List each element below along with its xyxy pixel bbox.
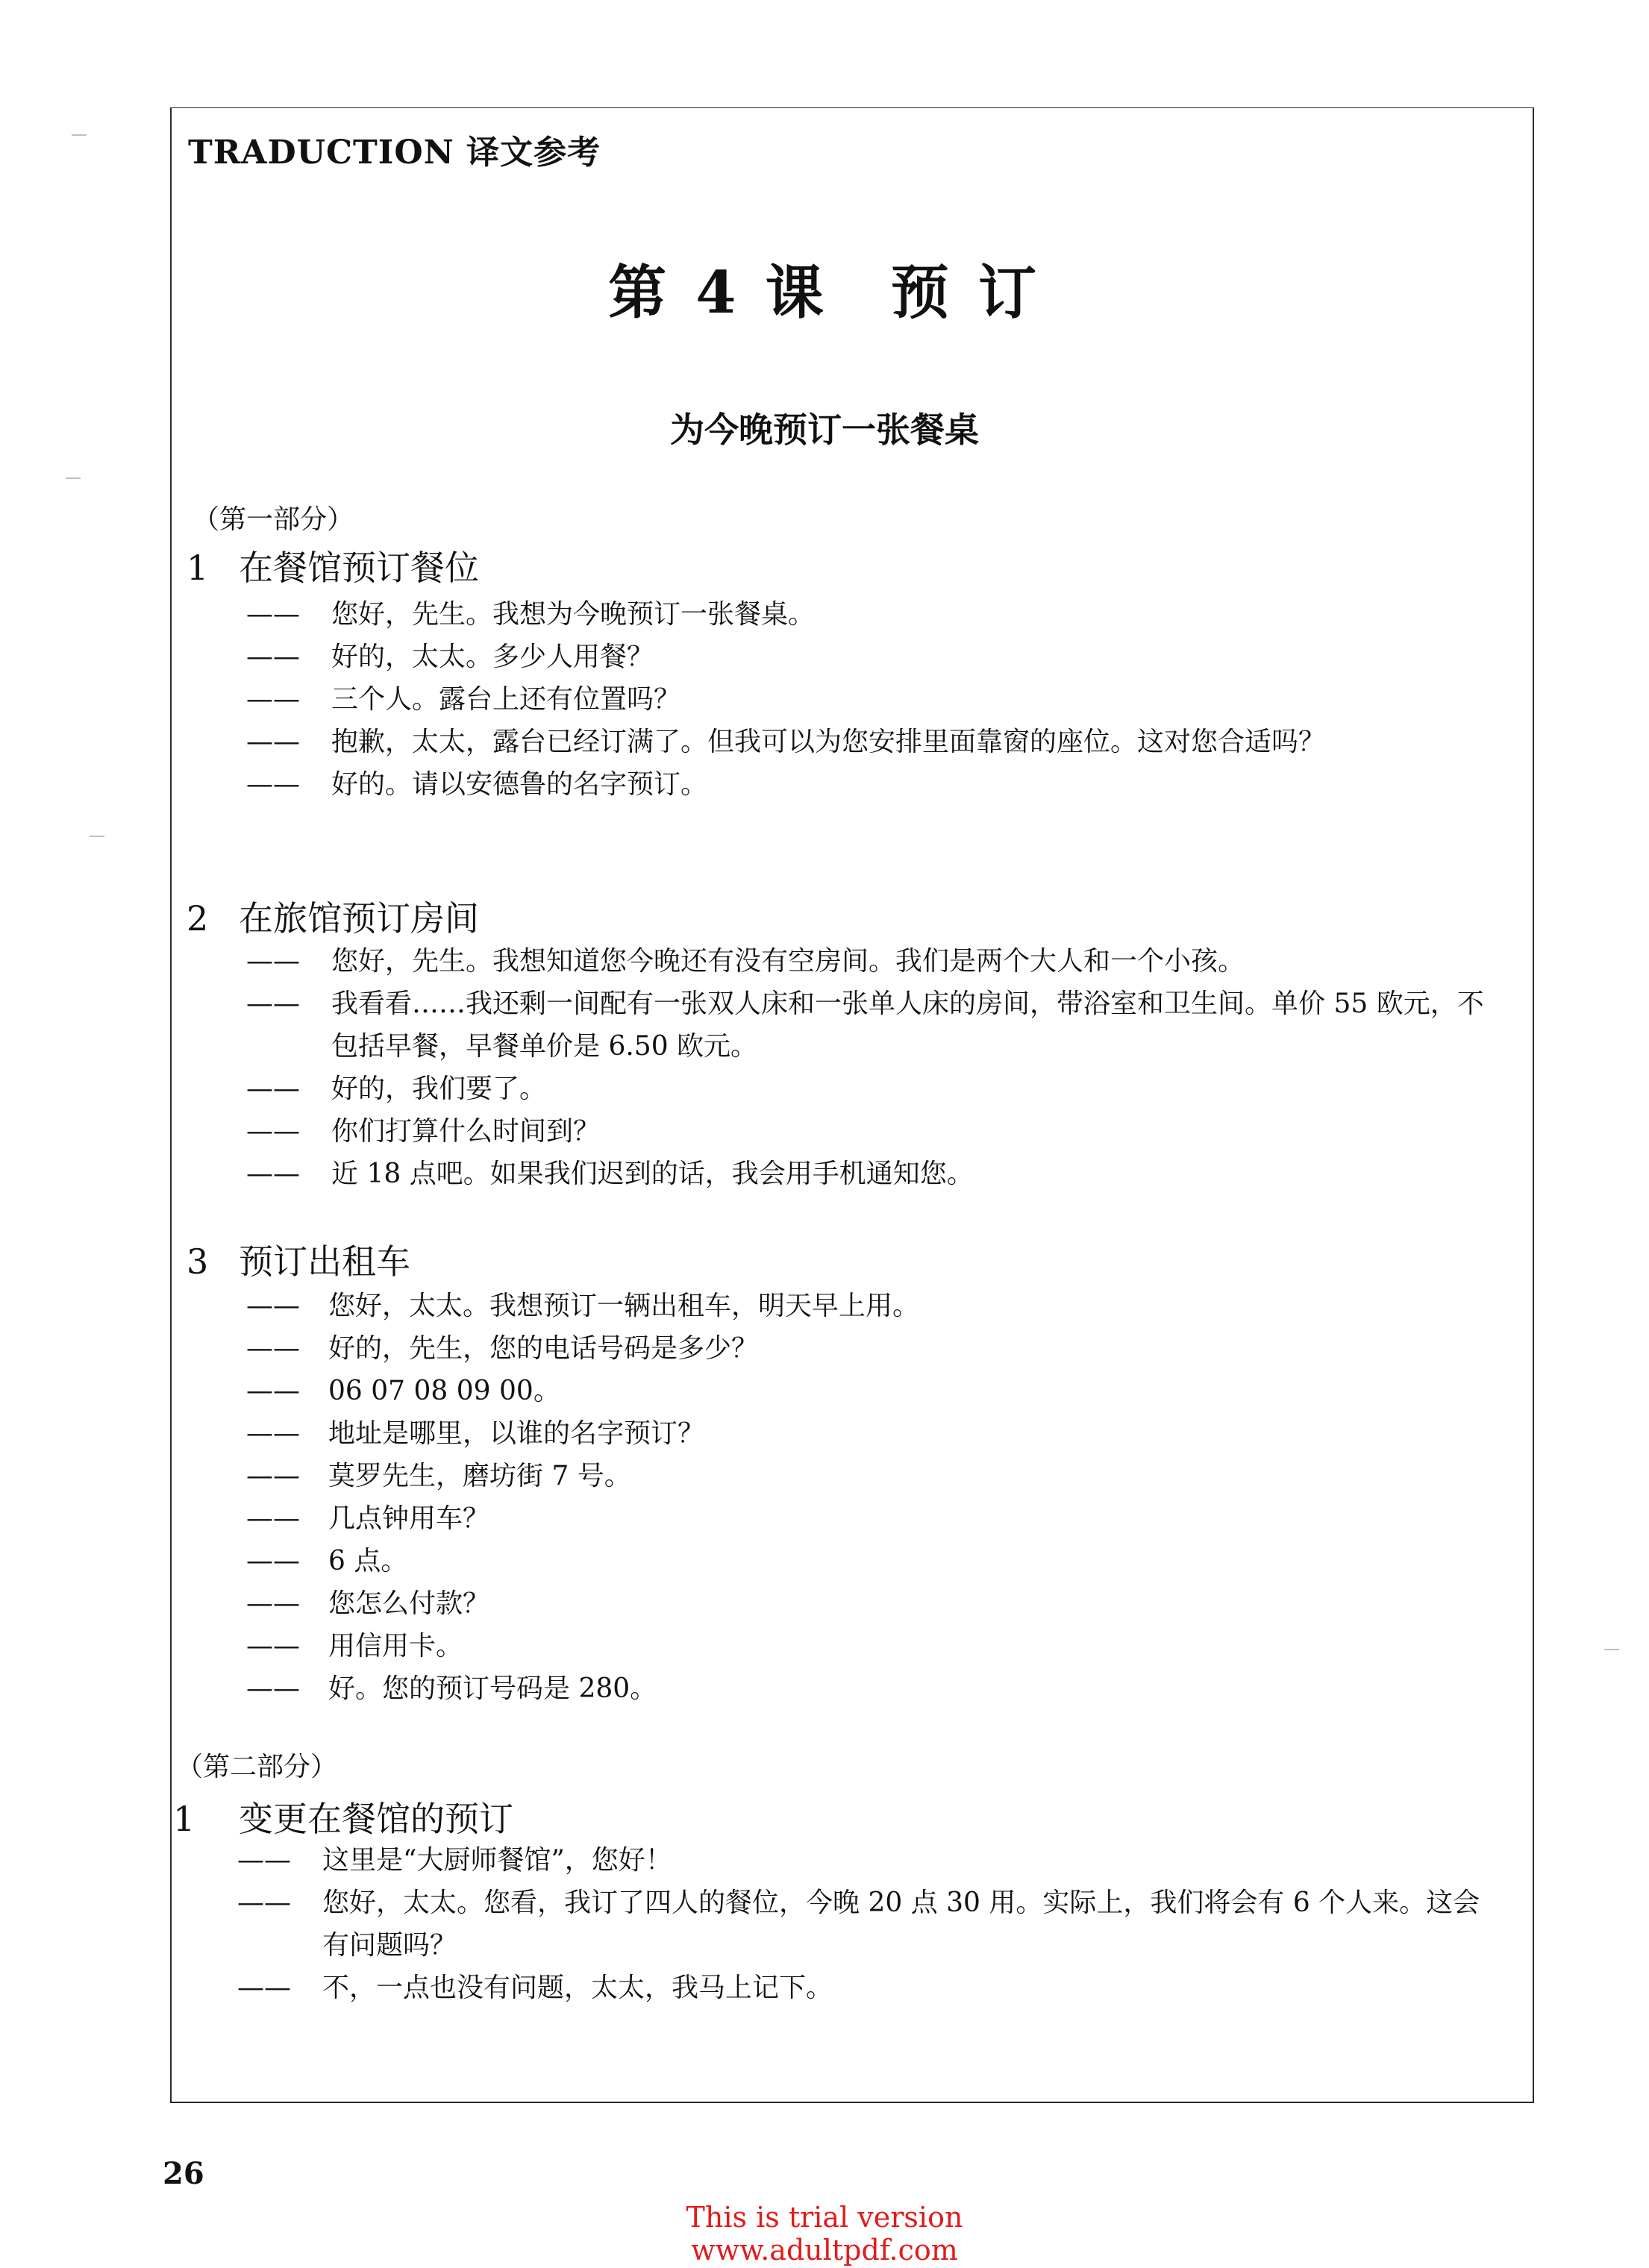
dialogue-text: 您好，太太。我想预订一辆出租车，明天早上用。 [328, 1291, 920, 1321]
dialogue-line [246, 1497, 1507, 1540]
dialogue-line [246, 940, 1507, 983]
dialogue-text: 好的，太太。多少人用餐？ [331, 642, 654, 672]
dialogue-line [246, 636, 1507, 678]
part-label: （第一部分） [193, 504, 354, 535]
dialogue-line [246, 1370, 1507, 1412]
dialogue-dash: —— [246, 1159, 300, 1189]
dialogue-text: 好的。请以安德鲁的名字预订。 [331, 769, 708, 800]
dialogue-dash: —— [246, 946, 300, 977]
dialogue-dash: —— [246, 1074, 300, 1104]
dialogue-text: 您好，先生。我想为今晚预订一张餐桌。 [331, 599, 816, 630]
dialogue-text: 6 点。 [328, 1546, 408, 1576]
dialogue-dash: —— [246, 1503, 300, 1534]
dialogue-text: 不，一点也没有问题，太太，我马上记下。 [322, 1973, 833, 2003]
section-title [187, 541, 479, 590]
dialogue-line [246, 1110, 1507, 1153]
section-number: 2 [187, 898, 209, 939]
dialogue-line [237, 1839, 1498, 1882]
dialogue-text: 地址是哪里，以谁的名字预订？ [328, 1418, 705, 1449]
section-title [187, 892, 479, 941]
dialogue-line [246, 1153, 1507, 1195]
watermark-url[interactable]: www.adultpdf.com [691, 2234, 958, 2267]
dialogue-line [246, 1582, 1507, 1625]
dialogue-line [246, 678, 1507, 721]
dialogue-dash: —— [246, 1291, 300, 1321]
section-heading: 在旅馆预订房间 [239, 898, 479, 939]
watermark-line: This is trial version [686, 2201, 963, 2234]
dialogue-dash: —— [246, 1418, 300, 1449]
dialogue-dash: —— [246, 1116, 300, 1147]
dialogue-line [246, 593, 1507, 636]
dialogue-line [246, 1285, 1507, 1327]
dialogue-dash: —— [246, 1673, 300, 1704]
section-title [173, 1792, 513, 1841]
dialogue-text: 好的，我们要了。 [331, 1074, 547, 1104]
dialogue-dash: —— [246, 1376, 300, 1406]
dialogue-block [246, 1285, 1507, 1710]
scan-speckle [66, 477, 81, 479]
dialogue-dash: —— [237, 1888, 291, 1918]
dialogue-line [246, 983, 1507, 1068]
dialogue-text: 这里是“大厨师餐馆”，您好！ [322, 1845, 672, 1876]
section-number: 1 [173, 1799, 195, 1839]
dialogue-line [246, 1068, 1507, 1110]
dialogue-text: 06 07 08 09 00。 [328, 1376, 560, 1406]
dialogue-text: 您怎么付款？ [328, 1588, 490, 1619]
dialogue-text: 你们打算什么时间到？ [331, 1116, 601, 1147]
section-heading: 变更在餐馆的预订 [239, 1799, 513, 1839]
dialogue-dash: —— [246, 1461, 300, 1491]
dialogue-line [246, 763, 1507, 806]
running-header: TRADUCTION 译文参考 [188, 134, 601, 172]
scan-speckle [90, 836, 104, 837]
dialogue-dash: —— [246, 727, 300, 757]
scan-speckle [72, 134, 87, 136]
dialogue-text: 您好，太太。您看，我订了四人的餐位，今晚 20 点 30 用。实际上，我们将会有 6 个人来。这会有问题吗？ [322, 1888, 1480, 1961]
dialogue-text: 好。您的预订号码是 280。 [328, 1673, 657, 1704]
dialogue-dash: —— [246, 1546, 300, 1576]
dialogue-text: 您好，先生。我想知道您今晚还有没有空房间。我们是两个大人和一个小孩。 [331, 946, 1245, 977]
dialogue-line [246, 1327, 1507, 1370]
dialogue-block [246, 593, 1507, 806]
dialogue-text: 好的，先生，您的电话号码是多少？ [328, 1333, 759, 1364]
dialogue-line [246, 1455, 1507, 1497]
dialogue-dash: —— [246, 1631, 300, 1661]
dialogue-line [246, 1625, 1507, 1667]
dialogue-dash: —— [246, 1333, 300, 1364]
lesson-title: 第 4 课 预 订 [608, 259, 1041, 327]
dialogue-line [246, 1412, 1507, 1455]
section-heading: 在餐馆预订餐位 [239, 548, 479, 588]
section-number: 3 [187, 1241, 209, 1282]
dialogue-dash: —— [246, 684, 300, 715]
dialogue-dash: —— [246, 769, 300, 800]
dialogue-dash: —— [246, 599, 300, 630]
dialogue-line [246, 721, 1507, 763]
dialogue-text: 三个人。露台上还有位置吗？ [331, 684, 681, 715]
dialogue-line [237, 1882, 1498, 1967]
dialogue-dash: —— [246, 1588, 300, 1619]
dialogue-block [237, 1839, 1498, 2009]
section-title [187, 1235, 410, 1284]
dialogue-dash: —— [237, 1845, 291, 1876]
dialogue-block [246, 940, 1507, 1195]
section-heading: 预订出租车 [239, 1241, 410, 1282]
dialogue-line [246, 1667, 1507, 1710]
dialogue-line [237, 1967, 1498, 2009]
dialogue-text: 抱歉，太太，露台已经订满了。但我可以为您安排里面靠窗的座位。这对您合适吗？ [331, 727, 1326, 757]
dialogue-text: 我看看……我还剩一间配有一张双人床和一张单人床的房间，带浴室和卫生间。单价 55 欧元，不包括早餐，早餐单价是 6.50 欧元。 [331, 989, 1484, 1062]
dialogue-text: 几点钟用车？ [328, 1503, 490, 1534]
section-number: 1 [187, 548, 209, 588]
page-number: 26 [163, 2156, 204, 2191]
dialogue-text: 用信用卡。 [328, 1631, 463, 1661]
trial-watermark[interactable] [0, 2201, 1649, 2267]
dialogue-line [246, 1540, 1507, 1582]
dialogue-dash: —— [246, 642, 300, 672]
lesson-subtitle: 为今晚预订一张餐桌 [670, 410, 979, 450]
scan-speckle [1604, 1649, 1619, 1650]
dialogue-dash: —— [246, 989, 300, 1019]
dialogue-dash: —— [237, 1973, 291, 2003]
part-label: （第二部分） [176, 1752, 338, 1782]
dialogue-text: 莫罗先生，磨坊街 7 号。 [328, 1461, 631, 1491]
dialogue-text: 近 18 点吧。如果我们迟到的话，我会用手机通知您。 [331, 1159, 974, 1189]
